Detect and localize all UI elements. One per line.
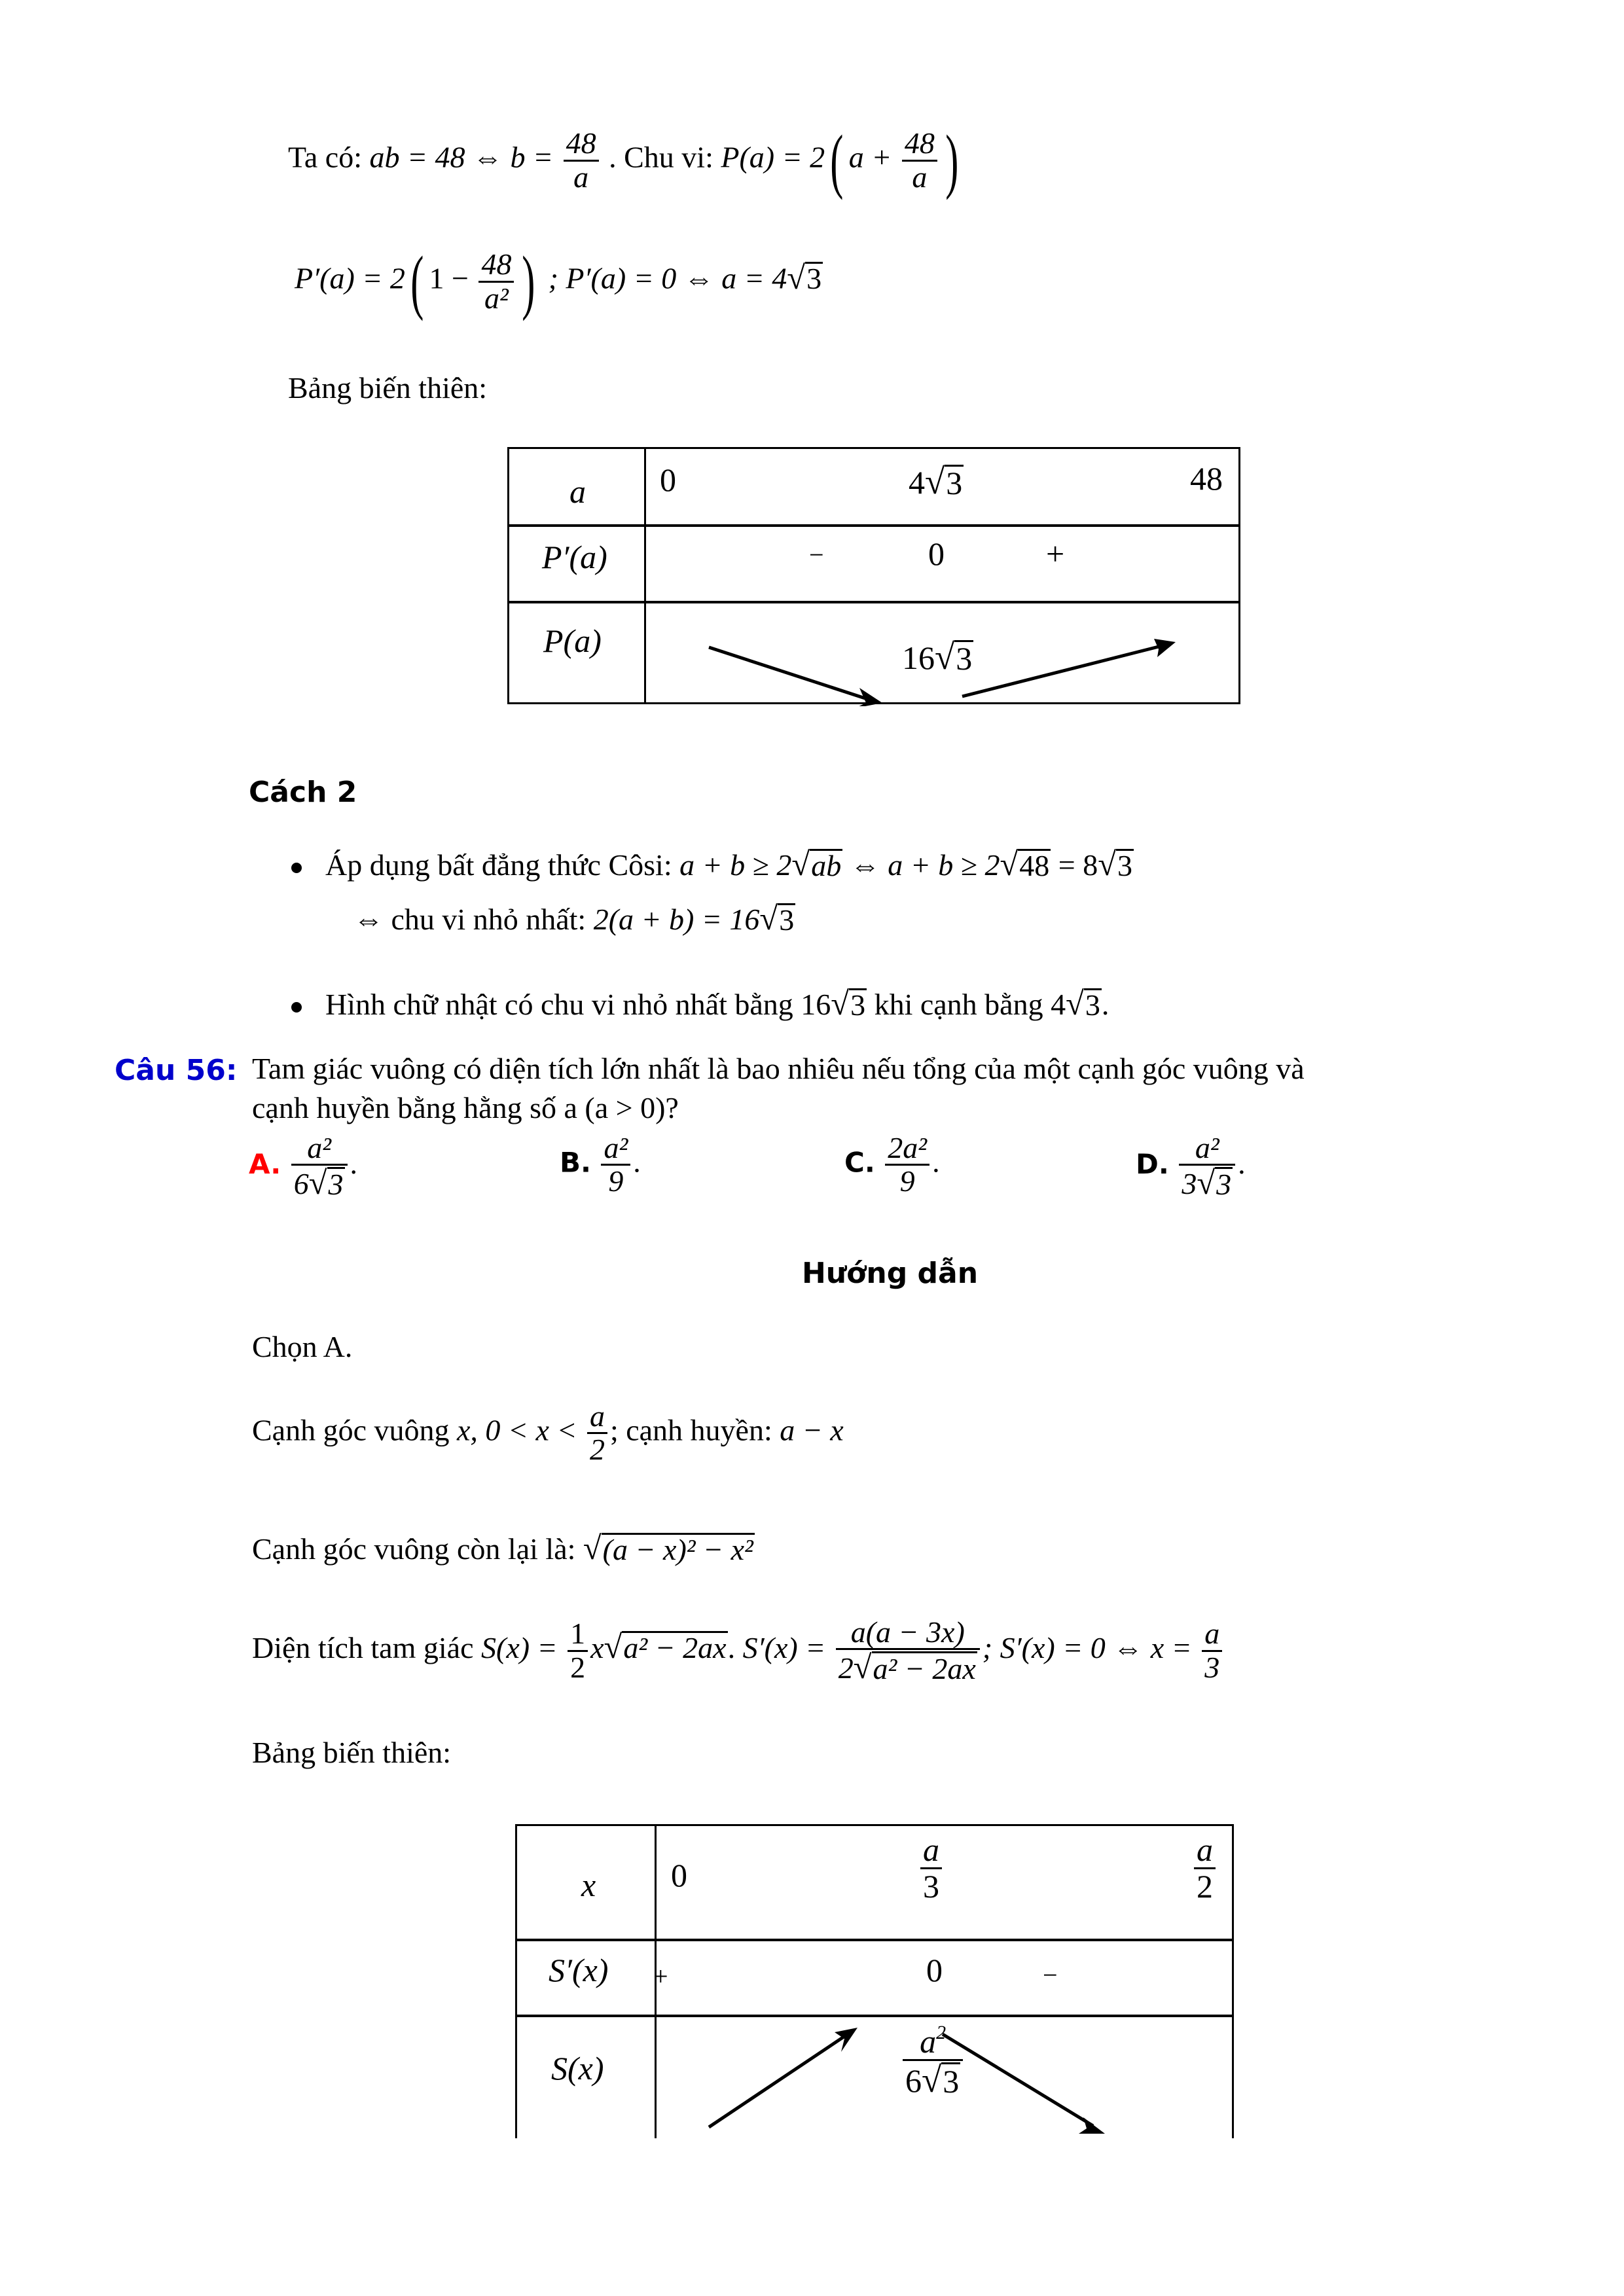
fraction-derivative: a(a − 3x) 2 √ a² − 2ax <box>836 1617 980 1685</box>
frac-num: a² <box>1195 1131 1219 1164</box>
math: S(x) = <box>481 1630 566 1664</box>
frac-num: a(a − 3x) <box>850 1615 965 1649</box>
frac-num: a <box>1204 1617 1220 1651</box>
math-inner: 1 − <box>429 261 477 295</box>
min-value: 16 √ 3 <box>902 637 973 677</box>
frac-num: a <box>589 1399 605 1433</box>
math: ; S′(x) = 0 ⇔ x = <box>982 1630 1200 1664</box>
sqrt-body: 3 <box>806 262 822 296</box>
sqrt-body: 3 <box>946 465 963 501</box>
value-0: 0 <box>660 461 676 498</box>
text: Cạnh góc vuông <box>252 1413 458 1447</box>
text: chu vi nhỏ nhất: <box>384 903 594 936</box>
solution-line-1 <box>252 1401 844 1466</box>
solution-choice: Chọn A. <box>252 1330 353 1363</box>
frac-num: $a^2$ <box>920 2022 947 2060</box>
sqrt-body: a² − 2ax <box>873 1652 976 1686</box>
table-label-2: Bảng biến thiên: <box>252 1736 452 1769</box>
frac-den: a <box>912 160 928 194</box>
sign-plus: + <box>653 1962 668 1991</box>
question-text-1: Tam giác vuông có diện tích lớn nhất là bao nhiêu nếu tổng của một cạnh góc vuông và <box>252 1052 1305 1085</box>
text-prefix: Ta có: <box>288 140 370 174</box>
coef: 6 <box>293 1167 309 1201</box>
sqrt-body: 3 <box>328 1168 344 1202</box>
fraction-a-over-3 <box>1202 1618 1222 1683</box>
coef: 16 <box>902 639 935 676</box>
option-d[interactable]: D. a² 3 √ 3 . <box>1136 1131 1246 1202</box>
text: Cạnh góc vuông còn lại là: <box>252 1532 583 1566</box>
option-letter: C. <box>844 1146 875 1179</box>
variation-table-1 <box>507 447 1240 704</box>
arrow-up-icon <box>517 1826 1236 2140</box>
fraction-1-over-2 <box>568 1618 588 1683</box>
math-Pprime-eq: P′(a) = 2 <box>295 261 405 295</box>
option-fraction <box>601 1132 630 1198</box>
frac-den: 3 <box>1204 1650 1220 1684</box>
fraction-a-over-2 <box>587 1401 607 1466</box>
option-letter: A. <box>249 1147 281 1180</box>
coef: 3 <box>1182 1167 1197 1201</box>
solution-heading: Hướng dẫn <box>802 1257 979 1290</box>
coef: 2 <box>838 1651 854 1685</box>
bullet-icon <box>291 863 302 873</box>
sign-zero: 0 <box>928 535 945 572</box>
right-paren-icon: ) <box>522 242 535 321</box>
sqrt-body: 3 <box>956 640 973 677</box>
frac-den: a <box>573 160 589 194</box>
math-inner: a + <box>848 140 899 174</box>
frac-num: 48 <box>566 126 596 160</box>
frac-num: 2a² <box>888 1131 928 1164</box>
math: S′(x) = <box>742 1630 833 1664</box>
sqrt-body: a² − 2ax <box>623 1631 727 1665</box>
bullet-text: Áp dụng bất đẳng thức Côsi: <box>325 848 680 882</box>
frac-den: 2 <box>570 1650 586 1684</box>
coef: 4 <box>909 464 925 501</box>
frac-num: a <box>1197 1831 1213 1868</box>
value-0: 0 <box>671 1857 687 1893</box>
bullet-conclusion: Hình chữ nhật có chu vi nhỏ nhất bằng 16 √ 3 khi cạnh bằng 4 √ 3 . <box>291 987 1109 1020</box>
sign-plus: + <box>1046 535 1065 572</box>
option-fraction: a² 3 √ 3 <box>1179 1132 1235 1200</box>
frac-num: a² <box>604 1131 628 1164</box>
sign-minus: − <box>1043 1960 1058 1990</box>
fraction-48-over-a <box>564 128 599 193</box>
option-fraction <box>885 1132 929 1198</box>
option-b[interactable]: B. $\frac{\text{a²}}{9}$ . <box>560 1131 641 1198</box>
row-label-Pprime: P′(a) <box>542 539 607 575</box>
arrow-down-icon <box>509 449 1242 706</box>
text: . <box>1101 988 1110 1021</box>
option-letter: B. <box>560 1146 591 1179</box>
sqrt-body: 3 <box>850 988 866 1022</box>
row-label-x: x <box>581 1867 596 1903</box>
variation-table-2 <box>515 1824 1234 2138</box>
row-label-S: S(x) <box>551 2050 604 2087</box>
frac-den: 3 <box>923 1867 939 1905</box>
fraction-48-over-a2 <box>478 249 514 314</box>
line-derivative <box>295 242 823 321</box>
question-label: Câu 56: <box>115 1054 238 1087</box>
bullet-cosi: Áp dụng bất đẳng thức Côsi: a + b ≥ 2 √ ab ⇔ a + b ≥ 2 √ 48 = 8 √ 3 <box>291 848 1134 881</box>
equivalence-icon: ⇔ <box>353 903 384 936</box>
value-4sqrt3: 4 √ 3 <box>909 461 963 501</box>
text: Diện tích tam giác <box>252 1630 481 1664</box>
math: = 8 <box>1051 848 1098 882</box>
math-ab-eq: ab = 48 ⇔ b = <box>369 140 561 174</box>
row-label-a: a <box>569 473 586 510</box>
text: ; cạnh huyền: <box>609 1413 780 1447</box>
bullet-cosi-cont: ⇔ chu vi nhỏ nhất: 2(a + b) = 16 √ 3 <box>353 900 795 937</box>
text-chu-vi: . Chu vi: <box>609 140 721 174</box>
frac-den: 2 <box>589 1433 605 1467</box>
row-label-P: P(a) <box>543 622 602 659</box>
sqrt-icon: √ 3 <box>787 259 822 296</box>
cach2-heading: Cách 2 <box>249 776 357 809</box>
line-ta-co <box>288 120 964 200</box>
frac-num: a <box>923 1831 939 1868</box>
frac-den: 9 <box>608 1164 624 1198</box>
sqrt-body: 3 <box>779 903 795 937</box>
frac-num: 48 <box>904 126 935 160</box>
sqrt-body: 3 <box>1085 988 1100 1022</box>
math: x, 0 < x < <box>457 1413 585 1447</box>
text: khi cạnh bằng 4 <box>867 988 1066 1021</box>
sqrt-body: (a − x)² − x² <box>602 1532 753 1566</box>
frac-den: 9 <box>899 1164 915 1198</box>
frac-num: 48 <box>481 247 512 281</box>
math: a − x <box>780 1413 844 1447</box>
bullet-icon <box>291 1002 302 1013</box>
sqrt-body: 3 <box>1216 1168 1232 1202</box>
sign-zero: 0 <box>926 1952 943 1988</box>
text: Hình chữ nhật có chu vi nhỏ nhất bằng 16 <box>325 988 831 1021</box>
frac-den: 2 <box>1197 1867 1213 1905</box>
question-text-2: cạnh huyền bằng hằng số a (a > 0)? <box>252 1091 679 1124</box>
fraction-48-over-a-2 <box>902 128 937 193</box>
value-48: 48 <box>1190 460 1223 497</box>
text: . <box>727 1630 743 1664</box>
sqrt-body: ab <box>811 848 842 882</box>
option-c[interactable]: C. $\frac{\text{2a²}}{9}$ . <box>844 1131 940 1198</box>
frac-num: 1 <box>570 1617 586 1651</box>
math: x <box>590 1630 604 1664</box>
option-letter: D. <box>1136 1147 1169 1180</box>
math: a + b ≥ 2 <box>679 848 792 882</box>
left-paren-icon: ( <box>830 120 844 200</box>
right-paren-icon: ) <box>945 120 959 200</box>
solution-line-3: Diện tích tam giác S(x) = $\frac{1}{2}$ x √ a² − 2ax . S′(x) = a(a − 3x) 2 √ a² − 2ax ; S′(x) = 0 ⇔ x = $\frac{a}{3}$ <box>252 1617 1225 1685</box>
sqrt-body: 3 <box>1117 848 1132 882</box>
sqrt-body: 48 <box>1019 848 1050 882</box>
frac-num: a² <box>307 1131 332 1164</box>
frac-den: a² <box>484 281 509 315</box>
math-P-eq: P(a) = 2 <box>721 140 825 174</box>
frac-den: 6 √ 3 <box>905 2059 960 2100</box>
row-label-Sprime: S′(x) <box>549 1952 609 1988</box>
option-fraction: a² 6 √ 3 <box>291 1132 348 1200</box>
sign-minus: − <box>809 540 824 569</box>
left-paren-icon: ( <box>410 242 424 321</box>
math-critical: ; P′(a) = 0 ⇔ a = 4 <box>548 261 787 295</box>
solution-line-2: Cạnh góc vuông còn lại là: √ (a − x)² − x² <box>252 1530 753 1566</box>
math: ⇔ a + b ≥ 2 <box>842 848 1000 882</box>
math: 2(a + b) = 16 <box>593 903 760 936</box>
table-label-1: Bảng biến thiên: <box>288 371 488 404</box>
option-a[interactable]: A. a² 6 √ 3 . <box>249 1131 358 1202</box>
